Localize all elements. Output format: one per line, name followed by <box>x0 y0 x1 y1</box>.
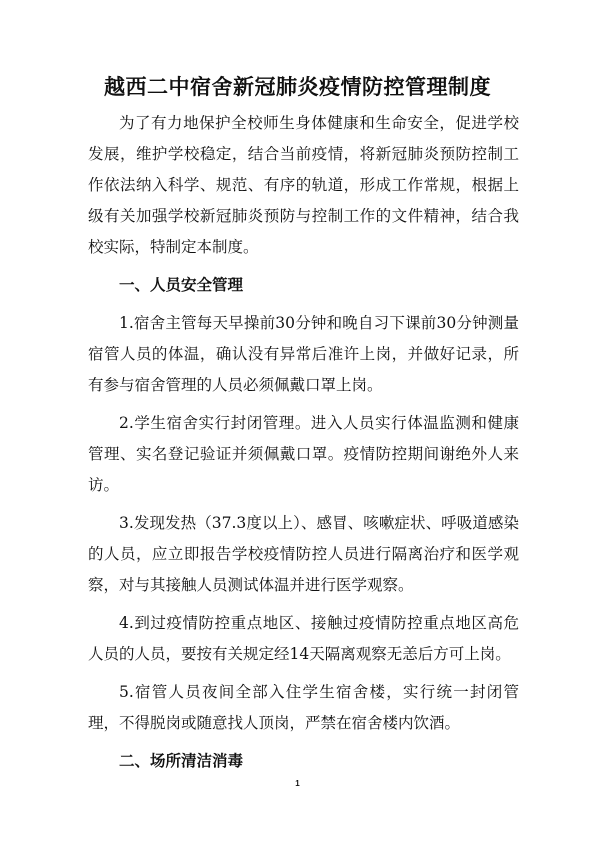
rule-paragraph-5: 5.宿管人员夜间全部入住学生宿舍楼，实行统一封闭管理，不得脱岗或随意找人顶岗，严禁在宿舍楼内饮酒。 <box>88 683 519 732</box>
rule-paragraph-2: 2.学生宿舍实行封闭管理。进入人员实行体温监测和健康管理、实名登记验证并须佩戴口罩。疫情防控期间谢绝外人来访。 <box>88 414 519 494</box>
section-heading-cleaning: 二、场所清洁消毒 <box>119 752 244 770</box>
document-title: 越西二中宿舍新冠肺炎疫情防控管理制度 <box>104 75 491 99</box>
intro-paragraph: 为了有力地保护全校师生身体健康和生命安全，促进学校发展，维护学校稳定，结合当前疫情，将新冠肺炎预防控制工作依法纳入科学、规范、有序的轨道，形成工作常规，根据上级有关加强学校新冠肺炎预防与控制工作的文件精神，结合我校实际，特制定本制度。 <box>88 114 519 256</box>
section-heading-personnel: 一、人员安全管理 <box>119 276 244 294</box>
page-number: 1 <box>295 779 300 788</box>
document-body <box>88 108 519 777</box>
rule-paragraph-1: 1.宿舍主管每天早操前30分钟和晚自习下课前30分钟测量宿管人员的体温，确认没有异常后准许上岗，并做好记录，所有参与宿舍管理的人员必须佩戴口罩上岗。 <box>88 314 519 394</box>
rule-paragraph-3: 3.发现发热（37.3度以上）、感冒、咳嗽症状、呼吸道感染的人员，应立即报告学校疫情防控人员进行隔离治疗和医学观察，对与其接触人员测试体温并进行医学观察。 <box>88 514 519 594</box>
rule-paragraph-4: 4.到过疫情防控重点地区、接触过疫情防控重点地区高危人员的人员，要按有关规定经14天隔离观察无恙后方可上岗。 <box>88 614 519 663</box>
